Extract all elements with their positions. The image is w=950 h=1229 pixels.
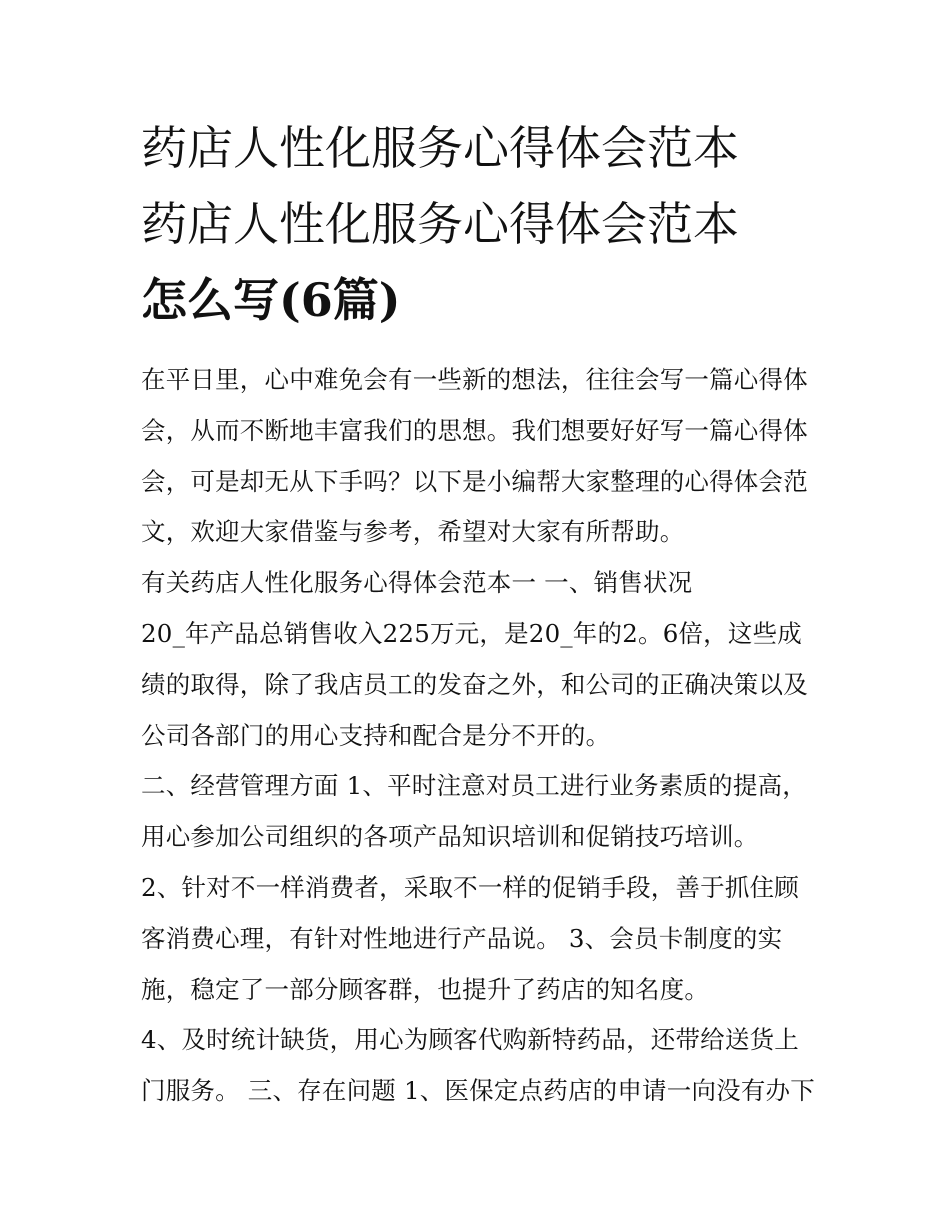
title-line-3: 怎么写(6篇)	[141, 273, 401, 327]
body-line: 门服务。 三、存在问题 1、医保定点药店的申请一向没有办下	[141, 1076, 815, 1106]
body-line: 用心参加公司组织的各项产品知识培训和促销技巧培训。	[141, 822, 759, 852]
document-page	[141, 110, 821, 1117]
body-line: 客消费心理，有针对性地进行产品说。 3、会员卡制度的实	[141, 923, 783, 953]
body-line: 二、经营管理方面 1、平时注意对员工进行业务素质的提高，	[141, 771, 807, 801]
body-line: 文，欢迎大家借鉴与参考，希望对大家有所帮助。	[141, 517, 685, 547]
body-line: 4、及时统计缺货，用心为顾客代购新特药品，还带给送货上	[141, 1025, 799, 1055]
body-line: 会，从而不断地丰富我们的思想。我们想要好好写一篇心得体	[141, 415, 808, 445]
body-line: 在平日里，心中难免会有一些新的想法，往往会写一篇心得体	[141, 365, 808, 394]
section-heading-line: 有关药店人性化服务心得体会范本一 一、销售状况	[141, 568, 693, 598]
body-line: 施，稳定了一部分顾客群，也提升了药店的知名度。	[141, 974, 710, 1004]
title-line-2: 药店人性化服务心得体会范本	[141, 197, 739, 251]
document-title	[141, 110, 821, 338]
body-line: 公司各部门的用心支持和配合是分不开的。	[141, 720, 611, 750]
body-line: 会，可是却无从下手吗？以下是小编帮大家整理的心得体会范	[141, 466, 808, 496]
document-body	[141, 355, 821, 1117]
body-line: 绩的取得，除了我店员工的发奋之外，和公司的正确决策以及	[141, 669, 808, 699]
body-line: 2、针对不一样消费者，采取不一样的促销手段，善于抓住顾	[141, 872, 799, 902]
title-line-1: 药店人性化服务心得体会范本	[141, 121, 739, 175]
body-line: 20_年产品总销售收入225万元，是20_年的2。6倍，这些成	[141, 618, 802, 648]
